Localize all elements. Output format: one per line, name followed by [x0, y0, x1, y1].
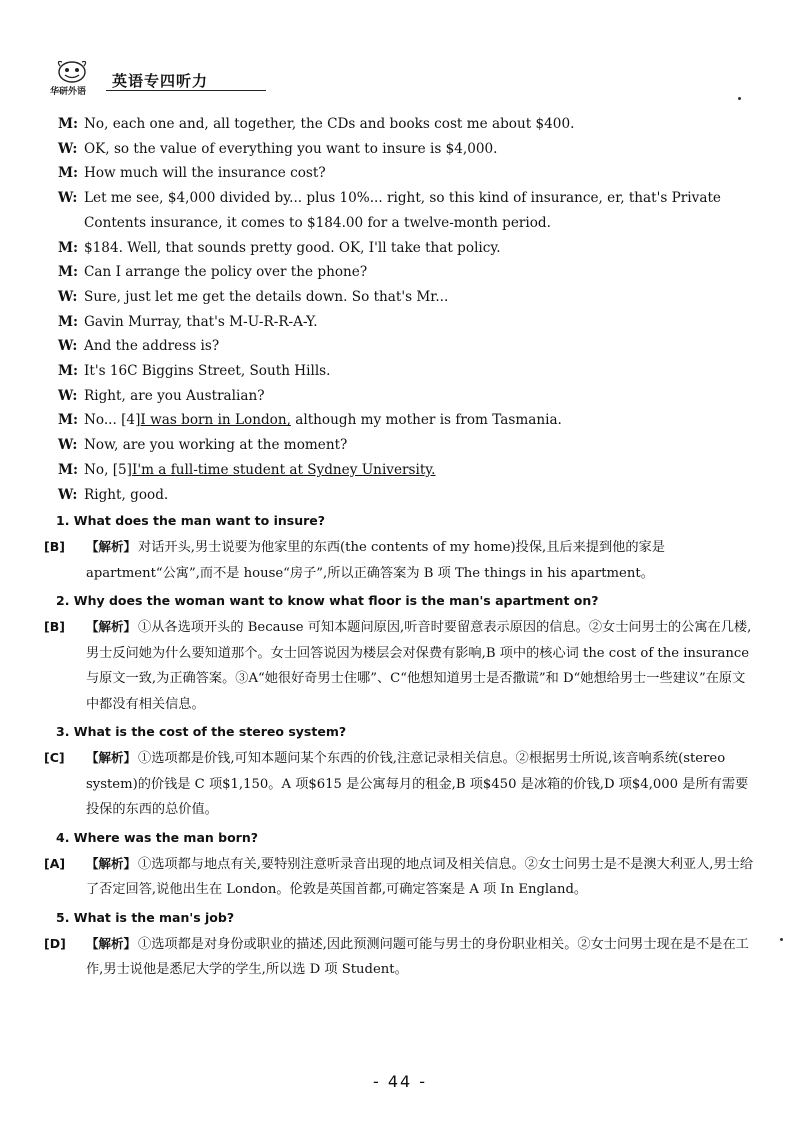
dialogue-line: [58, 186, 758, 235]
scan-speck: [738, 97, 741, 100]
answer-key: [A]: [44, 855, 66, 871]
dialogue-line: [58, 310, 758, 335]
explanation-text: ①从各选项开头的 Because 可知本题问原因,听音时要留意表示原因的信息。②女士问男士的公寓在几楼,男士反问她为什么要知道那个。女士回答说因为楼层会对保费有影响,B 项中的核心词 the cost of the insurance 与原文一致,为正确答案。③A“她很好奇男士住哪”、C“他想知道男士是否撒谎”和 D“她想给男士一些建议”在原文中都没有相关信息。: [86, 620, 752, 712]
question-heading: 4. Where was the man born?: [56, 829, 258, 845]
analysis-tag: 【解析】: [86, 539, 137, 554]
answer-marker: No... [4]: [84, 412, 141, 429]
key-answer-underline: I'm a full-time student at Sydney University.: [131, 461, 436, 478]
speaker-label: M:: [58, 313, 79, 330]
answer-key: [D]: [44, 935, 66, 951]
dialogue-line: [58, 458, 758, 483]
analysis-tag: 【解析】: [86, 935, 137, 951]
questions-section: [44, 508, 756, 985]
answer-explanation: [44, 614, 756, 717]
explanation-text: 对话开头,男士说要为他家里的东西(the contents of my home)投保,且后来提到他的家是 apartment“公寓”,而不是 house“房子”,所以正确答案为 B 项 The things in his apartment。: [86, 540, 665, 581]
dialogue-text: It's 16C Biggins Street, South Hills.: [84, 363, 331, 380]
explanation-text: ①选项都与地点有关,要特别注意听录音出现的地点词及相关信息。②女士问男士是不是澳大利亚人,男士给了否定回答,说他出生在 London。伦敦是英国首都,可确定答案是 A 项 In England。: [86, 856, 754, 897]
question-heading: 5. What is the man's job?: [56, 909, 235, 925]
dialogue-text-rest: although my mother is from Tasmania.: [290, 412, 562, 429]
answer-marker: No, [5]: [84, 461, 132, 478]
huayan-logo-icon: [46, 56, 104, 100]
speaker-label: W:: [58, 288, 78, 305]
dialogue-line: [58, 285, 758, 310]
dialogue-text: Right, good.: [84, 486, 169, 503]
page-header: [46, 56, 246, 100]
analysis-tag: 【解析】: [86, 619, 137, 634]
explanation-body: [86, 745, 756, 823]
analysis-tag: 【解析】: [86, 855, 137, 871]
dialogue-text: No, each one and, all together, the CDs and books cost me about $400.: [84, 116, 575, 132]
dialogue-text: Right, are you Australian?: [84, 387, 265, 404]
answer-key: [C]: [44, 750, 65, 765]
speaker-label: W:: [58, 437, 78, 454]
explanation-body: [86, 614, 756, 717]
dialogue-text: Gavin Murray, that's M-U-R-R-A-Y.: [84, 313, 318, 330]
dialogue-line: [58, 334, 758, 359]
dialogue-line: [58, 408, 758, 433]
answer-key: [B]: [44, 619, 65, 634]
dialogue-line: [58, 236, 758, 261]
dialogue-line: [58, 112, 758, 137]
speaker-label: M:: [58, 116, 79, 132]
answer-explanation: [44, 931, 756, 983]
dialogue-line: [58, 161, 758, 186]
dialogue-line: [58, 433, 758, 458]
page-number: - 44 -: [372, 1072, 428, 1091]
header-divider: [106, 90, 266, 91]
answer-explanation: [44, 851, 756, 903]
speaker-label: M:: [58, 363, 79, 380]
dialogue-text: [84, 458, 758, 483]
explanation-body: [86, 931, 756, 983]
speaker-label: W:: [58, 486, 78, 503]
speaker-label: M:: [58, 239, 79, 256]
dialogue-line: [58, 384, 758, 409]
dialogue-text: OK, so the value of everything you want to insure is $4,000.: [84, 140, 498, 157]
logo-text: 华研外语: [50, 87, 87, 97]
speaker-label: W:: [58, 387, 78, 404]
explanation-body: [86, 534, 756, 586]
answer-explanation: [44, 534, 756, 586]
speaker-label: M:: [58, 461, 79, 478]
dialogue-text: [84, 408, 758, 433]
book-title: 英语专四听力: [112, 72, 209, 90]
dialogue-text: Can I arrange the policy over the phone?: [84, 264, 368, 281]
explanation-text: ①选项都是对身份或职业的描述,因此预测问题可能与男士的身份职业相关。②女士问男士现在是不是在工作,男士说他是悉尼大学的学生,所以选 D 项 Student。: [86, 936, 749, 977]
dialogue-text: Now, are you working at the moment?: [84, 437, 348, 454]
dialogue-text: Let me see, $4,000 divided by... plus 10%... right, so this kind of insurance, er, that's Private Contents insurance, it comes to $184.00 for a twelve-month period.: [84, 190, 721, 231]
speaker-label: M:: [58, 165, 79, 182]
dialogue-line: [58, 260, 758, 285]
dialogue-text: And the address is?: [84, 338, 220, 355]
dialogue-text: $184. Well, that sounds pretty good. OK, I'll take that policy.: [84, 239, 501, 256]
dialogue-line: [58, 359, 758, 384]
explanation-text: ①选项都是价钱,可知本题问某个东西的价钱,注意记录相关信息。②根据男士所说,该音响系统(stereo system)的价钱是 C 项$1,150。A 项$615 是公寓每月的租金,B 项$450 是冰箱的价钱,D 项$4,000 是所有需要投保的东西的总价值。: [86, 751, 749, 817]
answer-key: [B]: [44, 539, 65, 554]
speaker-label: M:: [58, 264, 79, 281]
dialogue-text: How much will the insurance cost?: [84, 165, 326, 182]
scan-speck: [780, 938, 783, 941]
dialogue-text: Sure, just let me get the details down. So that's Mr...: [84, 288, 449, 305]
dialogue-line: [58, 137, 758, 162]
analysis-tag: 【解析】: [86, 750, 137, 765]
answer-explanation: [44, 745, 756, 823]
dialogue-line: [58, 483, 758, 508]
speaker-label: M:: [58, 412, 79, 429]
speaker-label: W:: [58, 140, 78, 157]
question-heading: 2. Why does the woman want to know what floor is the man's apartment on?: [56, 593, 599, 608]
question-heading: 1. What does the man want to insure?: [56, 513, 326, 528]
key-answer-underline: I was born in London,: [140, 412, 291, 429]
speaker-label: W:: [58, 338, 78, 355]
dialogue-transcript: [58, 112, 758, 507]
question-heading: 3. What is the cost of the stereo system?: [56, 724, 347, 739]
speaker-label: W:: [58, 190, 78, 207]
explanation-body: [86, 851, 756, 903]
